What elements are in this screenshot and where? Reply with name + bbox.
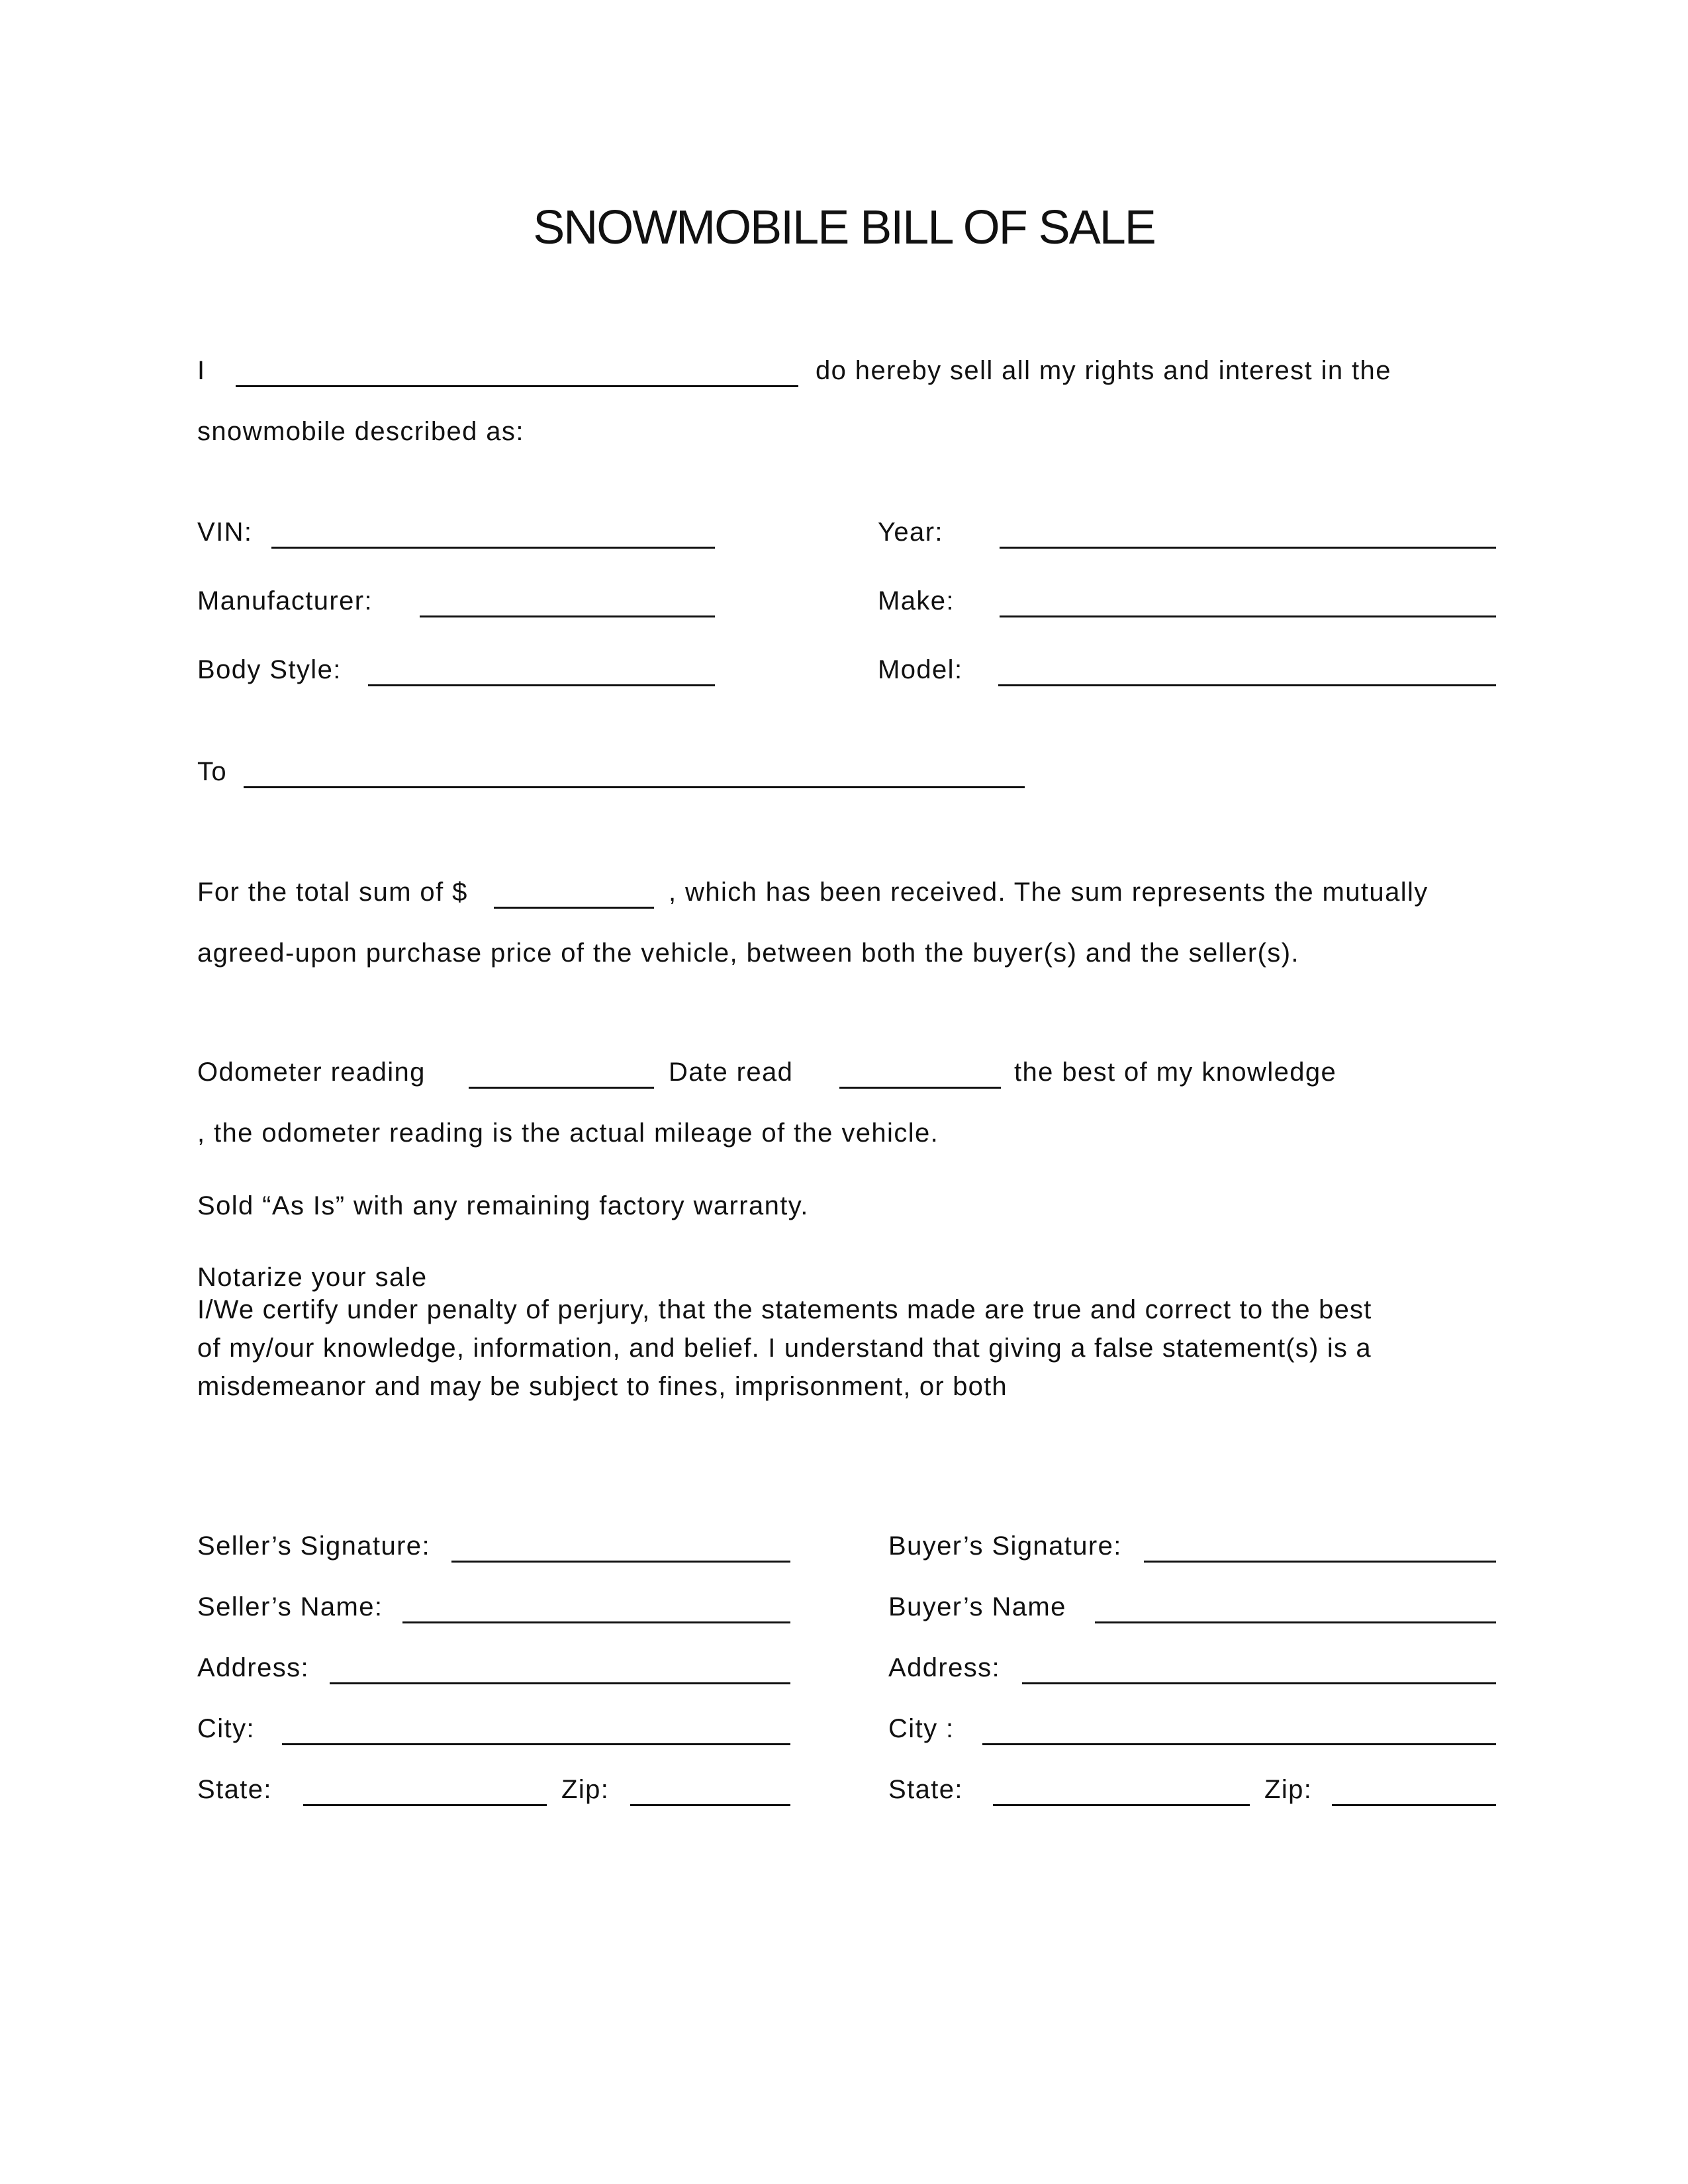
vin-label: VIN: bbox=[197, 518, 253, 547]
buyer-address-label: Address: bbox=[888, 1653, 1001, 1682]
buyer-signature-field[interactable] bbox=[1144, 1561, 1496, 1563]
year-field[interactable] bbox=[1000, 547, 1496, 549]
buyer-state-field[interactable] bbox=[993, 1804, 1250, 1806]
seller-prefix-label: I bbox=[197, 356, 206, 385]
seller-zip-label: Zip: bbox=[561, 1775, 610, 1804]
seller-city-label: City: bbox=[197, 1714, 255, 1743]
model-label: Model: bbox=[878, 655, 963, 684]
notarize-heading: Notarize your sale bbox=[197, 1263, 428, 1292]
seller-name-field[interactable] bbox=[236, 385, 798, 387]
intro-line-2: snowmobile described as: bbox=[197, 417, 524, 446]
buyer-printed-name-field[interactable] bbox=[1095, 1621, 1496, 1623]
seller-state-field[interactable] bbox=[303, 1804, 547, 1806]
seller-address-field[interactable] bbox=[330, 1682, 790, 1684]
buyer-signature-label: Buyer’s Signature: bbox=[888, 1531, 1122, 1561]
seller-address-label: Address: bbox=[197, 1653, 310, 1682]
payment-suffix: , which has been received. The sum represents the mutually bbox=[669, 878, 1429, 907]
buyer-city-field[interactable] bbox=[982, 1743, 1496, 1745]
buyer-to-field[interactable] bbox=[244, 786, 1025, 788]
buyer-name-label: Buyer’s Name bbox=[888, 1592, 1066, 1621]
make-field[interactable] bbox=[1000, 615, 1496, 617]
to-label: To bbox=[197, 757, 228, 786]
odometer-suffix: the best of my knowledge bbox=[1014, 1058, 1337, 1087]
seller-printed-name-field[interactable] bbox=[402, 1621, 790, 1623]
buyer-state-label: State: bbox=[888, 1775, 963, 1804]
payment-prefix: For the total sum of $ bbox=[197, 878, 468, 907]
seller-zip-field[interactable] bbox=[630, 1804, 790, 1806]
buyer-zip-field[interactable] bbox=[1332, 1804, 1496, 1806]
buyer-zip-label: Zip: bbox=[1264, 1775, 1313, 1804]
certification-line: I/We certify under penalty of perjury, that the statements made are true and correct to the best bbox=[197, 1295, 1372, 1324]
document-title: SNOWMOBILE BILL OF SALE bbox=[533, 201, 1155, 254]
total-sum-field[interactable] bbox=[494, 907, 654, 909]
manufacturer-field[interactable] bbox=[420, 615, 715, 617]
date-read-label: Date read bbox=[669, 1058, 794, 1087]
date-read-field[interactable] bbox=[839, 1087, 1001, 1089]
seller-name-label: Seller’s Name: bbox=[197, 1592, 383, 1621]
seller-signature-field[interactable] bbox=[451, 1561, 790, 1563]
seller-state-label: State: bbox=[197, 1775, 272, 1804]
odometer-line-2: , the odometer reading is the actual mileage of the vehicle. bbox=[197, 1118, 939, 1148]
seller-suffix-text: do hereby sell all my rights and interest in the bbox=[816, 356, 1391, 385]
body-style-label: Body Style: bbox=[197, 655, 342, 684]
body-style-field[interactable] bbox=[368, 684, 715, 686]
model-field[interactable] bbox=[998, 684, 1496, 686]
seller-city-field[interactable] bbox=[282, 1743, 790, 1745]
buyer-address-field[interactable] bbox=[1022, 1682, 1496, 1684]
buyer-city-label: City : bbox=[888, 1714, 955, 1743]
warranty-text: Sold “As Is” with any remaining factory warranty. bbox=[197, 1191, 809, 1220]
seller-signature-label: Seller’s Signature: bbox=[197, 1531, 430, 1561]
year-label: Year: bbox=[878, 518, 943, 547]
vin-field[interactable] bbox=[271, 547, 715, 549]
odometer-label: Odometer reading bbox=[197, 1058, 426, 1087]
certification-line: of my/our knowledge, information, and belief. I understand that giving a false statement(s) is a bbox=[197, 1334, 1372, 1363]
certification-text bbox=[197, 1291, 1372, 1406]
payment-line-2: agreed-upon purchase price of the vehicle, between both the buyer(s) and the seller(s). bbox=[197, 938, 1299, 968]
certification-line: misdemeanor and may be subject to fines, imprisonment, or both bbox=[197, 1372, 1008, 1401]
odometer-field[interactable] bbox=[469, 1087, 654, 1089]
manufacturer-label: Manufacturer: bbox=[197, 586, 373, 615]
make-label: Make: bbox=[878, 586, 955, 615]
